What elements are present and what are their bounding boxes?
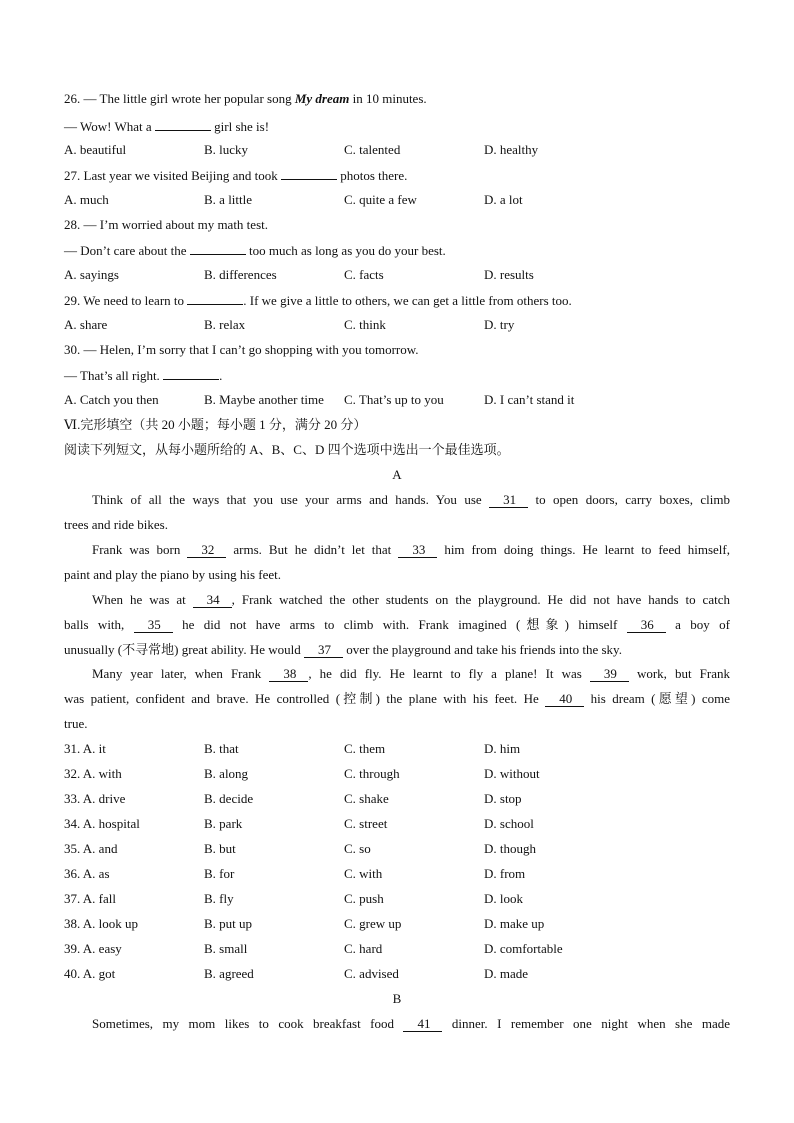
blank-35: 35 [134, 618, 173, 633]
reply-text: . [219, 368, 223, 383]
passage-a-line: true. [64, 716, 88, 731]
passage-text: Sometimes, my mom likes to cook breakfast food [92, 1016, 404, 1031]
option-c: C. grew up [344, 916, 402, 931]
option-a: 33. A. drive [64, 791, 126, 806]
option-b: B. decide [204, 791, 254, 806]
option-d: D. try [484, 317, 515, 332]
blank-34: 34 [193, 593, 232, 608]
option-a: 37. A. fall [64, 891, 116, 906]
option-b: B. differences [204, 267, 277, 282]
option-b: B. small [204, 941, 248, 956]
answer-blank [163, 366, 219, 380]
passage-a-line [64, 616, 730, 634]
passage-text: was patient, confident and brave. He controlled (控制) the plane with his feet. He [64, 691, 546, 706]
question-30-reply [64, 366, 222, 385]
passage-a-line [92, 591, 730, 609]
option-d: D. though [484, 841, 536, 856]
option-a: A. sayings [64, 267, 119, 282]
passage-a-label: A [392, 467, 402, 482]
option-d: D. made [484, 966, 529, 981]
question-number: 26. [64, 91, 81, 106]
option-a: A. share [64, 317, 108, 332]
blank-33: 33 [398, 543, 437, 558]
option-b: B. Maybe another time [204, 392, 324, 407]
option-d: D. comfortable [484, 941, 563, 956]
song-title: My dream [294, 91, 350, 106]
option-a: A. much [64, 192, 109, 207]
answer-blank [155, 117, 211, 131]
option-d: D. without [484, 766, 540, 781]
question-text: 27. Last year we visited Beijing and took [64, 168, 281, 183]
passage-text: Many year later, when Frank [92, 666, 270, 681]
passage-text: a boy of [665, 617, 730, 632]
reply-text: — That’s all right. [64, 368, 164, 383]
option-d: D. stop [484, 791, 522, 806]
option-a: 35. A. and [64, 841, 118, 856]
passage-text: Frank was born [92, 542, 188, 557]
option-d: D. school [484, 816, 534, 831]
option-c: C. them [344, 741, 386, 756]
blank-39: 39 [590, 667, 629, 682]
passage-a-line [64, 641, 622, 659]
passage-b-line [92, 1015, 730, 1033]
passage-text: When he was at [92, 592, 193, 607]
passage-b-label: B [392, 991, 402, 1006]
option-a: 32. A. with [64, 766, 122, 781]
passage-text: Think of all the ways that you use your arms and hands. You use [92, 492, 490, 507]
passage-a-line: paint and play the piano by using his feet. [64, 567, 281, 582]
question-26-reply [64, 117, 269, 136]
passage-a-line [92, 665, 730, 683]
option-d: D. healthy [484, 142, 539, 157]
answer-blank [281, 166, 337, 180]
option-a: 39. A. easy [64, 941, 122, 956]
option-b: B. but [204, 841, 236, 856]
section-instruction: 阅读下列短文，从每小题所给的 A、B、C、D 四个选项中选出一个最佳选项。 [64, 442, 510, 457]
reply-text: — Wow! What a [64, 119, 155, 134]
blank-37: 37 [304, 643, 343, 658]
question-28: 28. — I’m worried about my math test. [64, 217, 268, 232]
option-c: C. quite a few [344, 192, 417, 207]
option-d: D. make up [484, 916, 545, 931]
option-d: D. results [484, 267, 534, 282]
option-c: C. That’s up to you [344, 392, 444, 407]
option-d: D. him [484, 741, 521, 756]
option-b: B. along [204, 766, 249, 781]
passage-text: over the playground and take his friends into the sky. [342, 642, 622, 657]
option-d: D. look [484, 891, 523, 906]
option-a: 40. A. got [64, 966, 116, 981]
option-d: D. a lot [484, 192, 523, 207]
question-28-reply [64, 241, 446, 260]
option-c: C. talented [344, 142, 401, 157]
question-29 [64, 291, 572, 310]
option-b: B. fly [204, 891, 234, 906]
option-b: B. lucky [204, 142, 249, 157]
option-b: B. put up [204, 916, 253, 931]
passage-text: balls with, [64, 617, 134, 632]
question-text: 29. We need to learn to [64, 293, 188, 308]
reply-text: girl she is! [210, 119, 270, 134]
option-c: C. push [344, 891, 384, 906]
passage-text: him from doing things. He learnt to feed himself, [437, 542, 730, 557]
passage-text: work, but Frank [628, 666, 730, 681]
question-27 [64, 166, 407, 185]
question-text: — The little girl wrote her popular song [83, 91, 295, 106]
option-a: 38. A. look up [64, 916, 139, 931]
answer-blank [187, 291, 243, 305]
passage-a-line [92, 541, 730, 559]
option-c: C. so [344, 841, 371, 856]
option-c: C. advised [344, 966, 399, 981]
blank-36: 36 [627, 618, 666, 633]
passage-text: dinner. I remember one night when she made [442, 1016, 730, 1031]
option-c: C. think [344, 317, 386, 332]
option-c: C. shake [344, 791, 389, 806]
blank-41: 41 [403, 1017, 442, 1032]
option-a: 31. A. it [64, 741, 106, 756]
blank-38: 38 [269, 667, 308, 682]
question-text: in 10 minutes. [349, 91, 427, 106]
passage-text: , Frank watched the other students on the playground. He did not have hands to catch [231, 592, 730, 607]
answer-blank [190, 241, 246, 255]
question-text: photos there. [336, 168, 408, 183]
blank-32: 32 [187, 543, 226, 558]
section-title: Ⅵ.完形填空（共 20 小题；每小题 1 分，满分 20 分） [64, 417, 367, 432]
passage-text: , he did fly. He learnt to fly a plane! It was [308, 666, 590, 681]
option-c: C. through [344, 766, 400, 781]
blank-40: 40 [545, 692, 584, 707]
option-b: B. park [204, 816, 243, 831]
option-b: B. for [204, 866, 235, 881]
passage-text: unusually (不寻常地) great ability. He would [64, 642, 304, 657]
option-b: B. a little [204, 192, 253, 207]
option-c: C. facts [344, 267, 384, 282]
option-a: 34. A. hospital [64, 816, 140, 831]
passage-a-line: trees and ride bikes. [64, 517, 168, 532]
option-d: D. from [484, 866, 526, 881]
passage-text: his dream (愿望) come [584, 691, 730, 706]
passage-text: to open doors, carry boxes, climb [528, 492, 731, 507]
option-a: 36. A. as [64, 866, 110, 881]
option-b: B. agreed [204, 966, 254, 981]
option-d: D. I can’t stand it [484, 392, 575, 407]
option-a: A. Catch you then [64, 392, 159, 407]
option-b: B. that [204, 741, 239, 756]
passage-a-line [64, 690, 730, 708]
question-26 [64, 90, 427, 108]
blank-31: 31 [489, 493, 528, 508]
option-c: C. with [344, 866, 383, 881]
passage-a-line [92, 491, 730, 509]
option-c: C. street [344, 816, 388, 831]
question-text: . If we give a little to others, we can get a little from others too. [243, 293, 572, 308]
reply-text: — Don’t care about the [64, 243, 190, 258]
option-b: B. relax [204, 317, 246, 332]
option-a: A. beautiful [64, 142, 127, 157]
reply-text: too much as long as you do your best. [245, 243, 446, 258]
passage-text: he did not have arms to climb with. Frank imagined (想象) himself [172, 617, 627, 632]
question-30: 30. — Helen, I’m sorry that I can’t go shopping with you tomorrow. [64, 342, 419, 357]
option-c: C. hard [344, 941, 383, 956]
passage-text: arms. But he didn’t let that [226, 542, 399, 557]
